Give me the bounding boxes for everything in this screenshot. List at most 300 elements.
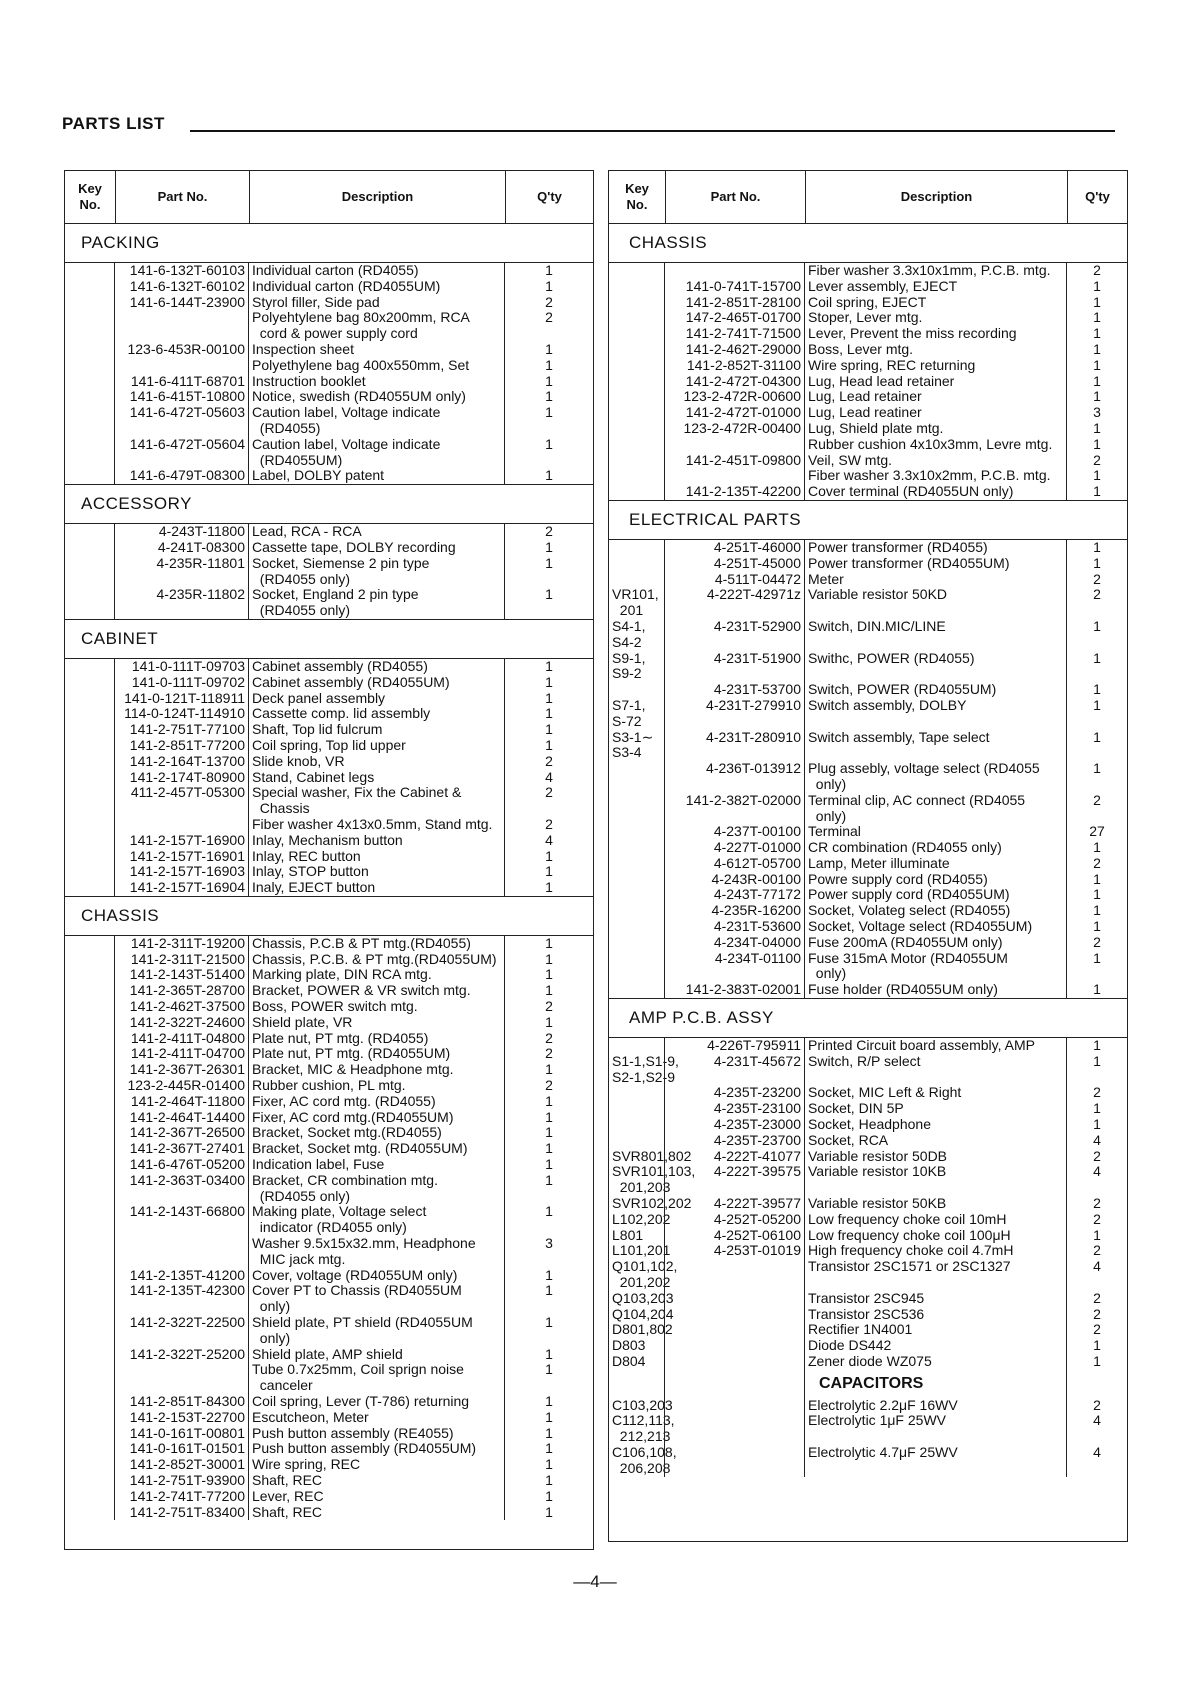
part-no-cell: 141-6-144T-23900 (129, 293, 245, 310)
section-heading: ACCESSORY (65, 484, 593, 524)
table-row (609, 730, 1127, 746)
description-cell: Shield plate, AMP shield (252, 1345, 403, 1362)
part-no-cell: 141-2-472T-04300 (685, 372, 801, 389)
column-divider (114, 659, 115, 896)
table-row (609, 453, 1127, 469)
table-row (65, 1252, 593, 1268)
qty-cell: 1 (1093, 372, 1101, 389)
table-row (609, 1228, 1127, 1244)
column-divider (504, 659, 505, 896)
qty-cell: 2 (1093, 586, 1101, 603)
key-no-cell: Q101,102, (612, 1258, 678, 1275)
table-row (609, 310, 1127, 326)
description-cell: Printed Circuit board assembly, AMP (808, 1037, 1035, 1054)
table-row (65, 603, 593, 619)
description-cell: cord & power supply cord (252, 325, 418, 342)
qty-cell: 2 (545, 1045, 553, 1062)
part-no-header: Part No. (665, 171, 805, 223)
description-cell: Electrolytic 4.7μF 25WV (808, 1443, 958, 1460)
table-row (609, 295, 1127, 311)
description-cell: Stoper, Lever mtg. (808, 309, 923, 326)
description-cell: Inaly, EJECT button (252, 879, 376, 896)
description-cell: Diode DS442 (808, 1337, 892, 1354)
part-no-cell: 4-231T-53600 (713, 918, 801, 935)
description-cell: Caution label, Voltage indicate (252, 404, 441, 421)
description-cell: Lamp, Meter illuminate (808, 854, 950, 871)
table-row (609, 1149, 1127, 1165)
table-row (65, 540, 593, 556)
part-no-cell: 141-2-157T-16904 (129, 879, 245, 896)
qty-cell: 1 (545, 372, 553, 389)
key-no-cell: SVR102,202 (612, 1195, 692, 1212)
qty-cell: 2 (545, 1077, 553, 1094)
table-row (65, 952, 593, 968)
description-cell: Making plate, Voltage select (252, 1203, 427, 1220)
qty-cell: 4 (1093, 1131, 1101, 1148)
table-row (609, 951, 1127, 967)
table-row (65, 1299, 593, 1315)
table-row (65, 524, 593, 540)
qty-cell: 2 (1093, 1195, 1101, 1212)
table-row (65, 849, 593, 865)
qty-cell: 1 (545, 1124, 553, 1141)
qty-cell: 1 (1093, 538, 1101, 555)
description-cell: (RD4055 only) (252, 1187, 351, 1204)
qty-cell: 2 (1093, 854, 1101, 871)
part-no-cell: 141-2-311T-21500 (130, 950, 245, 967)
part-no-cell: 123-6-453R-00100 (127, 340, 245, 357)
description-cell: Switch, R/P select (808, 1052, 921, 1069)
description-cell: Label, DOLBY patent (252, 467, 385, 484)
description-cell: only) (252, 1298, 291, 1315)
description-cell: Indication label, Fuse (252, 1156, 385, 1173)
qty-cell: 1 (545, 1061, 553, 1078)
description-cell: Tube 0.7x25mm, Coil sprign noise (252, 1361, 464, 1378)
description-cell: Bracket, Socket mtg.(RD4055) (252, 1124, 442, 1141)
table-row (609, 682, 1127, 698)
description-cell: Lug, Head lead retainer (808, 372, 955, 389)
description-cell: Boss, Lever mtg. (808, 340, 914, 357)
key-no-cell: SVR101,103, (612, 1163, 696, 1180)
qty-cell: 1 (545, 863, 553, 880)
part-no-cell: 141-2-135T-42200 (685, 483, 801, 500)
description-cell: Terminal clip, AC connect (RD4055 (808, 791, 1026, 808)
qty-cell: 2 (1093, 1305, 1101, 1322)
part-no-cell: 141-6-415T-10800 (129, 388, 245, 405)
qty-cell: 1 (1093, 356, 1101, 373)
table-row (65, 326, 593, 342)
table-row (65, 1062, 593, 1078)
key-no-cell: S2-1,S2-9 (612, 1068, 676, 1085)
part-no-cell: 141-2-462T-29000 (685, 340, 801, 357)
table-row (609, 1038, 1127, 1054)
qty-cell: 1 (1093, 949, 1101, 966)
qty-cell: 1 (1093, 870, 1101, 887)
part-no-cell: 141-2-363T-03400 (129, 1171, 245, 1188)
parts-table-right (608, 170, 1128, 1542)
description-cell: Bracket, POWER & VR switch mtg. (252, 982, 471, 999)
qty-cell: 1 (545, 1171, 553, 1188)
qty-cell: 1 (1093, 617, 1101, 634)
part-no-cell: 4-243T-77172 (713, 886, 801, 903)
table-row (65, 279, 593, 295)
qty-cell: 1 (1093, 902, 1101, 919)
table-row (609, 587, 1127, 603)
qty-cell: 1 (545, 538, 553, 555)
description-cell: Shaft, REC (252, 1503, 323, 1520)
description-cell: Shield plate, VR (252, 1013, 353, 1030)
table-row (609, 935, 1127, 951)
description-cell: Shield plate, PT shield (RD4055UM (252, 1314, 473, 1331)
description-cell: only) (252, 1329, 291, 1346)
table-row (65, 1362, 593, 1378)
table-row (609, 1101, 1127, 1117)
qty-cell: 1 (1093, 696, 1101, 713)
table-row (65, 572, 593, 588)
qty-cell: 1 (1093, 419, 1101, 436)
part-no-cell: 141-6-476T-05200 (129, 1156, 245, 1173)
key-no-cell: S7-1, (612, 696, 646, 713)
description-cell: Stand, Cabinet legs (252, 768, 375, 785)
table-row (65, 1157, 593, 1173)
description-cell: Power supply cord (RD4055UM) (808, 886, 1010, 903)
description-cell: Switch, DIN.MIC/LINE (808, 617, 946, 634)
description-cell: Switch, POWER (RD4055UM) (808, 681, 997, 698)
qty-cell: 2 (1093, 1396, 1101, 1413)
table-row (609, 1180, 1127, 1196)
part-no-cell: 4-231T-53700 (713, 681, 801, 698)
description-cell: Fiber washer 3.3x10x2mm, P.C.B. mtg. (808, 467, 1051, 484)
part-no-cell: 141-2-852T-30001 (129, 1456, 245, 1473)
description-cell: Fixer, AC cord mtg.(RD4055UM) (252, 1108, 454, 1125)
qty-cell: 1 (1093, 1037, 1101, 1054)
qty-cell: 1 (545, 1424, 553, 1441)
table-row (65, 817, 593, 833)
qty-cell: 1 (1093, 981, 1101, 998)
table-row (609, 840, 1127, 856)
table-row (65, 1015, 593, 1031)
table-row (609, 1338, 1127, 1354)
description-cell: Low frequency choke coil 100μH (808, 1226, 1011, 1243)
table-row (65, 983, 593, 999)
table-row (609, 572, 1127, 588)
section-rows (65, 263, 593, 484)
description-cell: Coil spring, Top lid upper (252, 736, 406, 753)
qty-cell: 2 (1093, 262, 1101, 278)
column-divider (664, 1370, 665, 1477)
description-cell: Switch assembly, DOLBY (808, 696, 967, 713)
column-divider (804, 263, 805, 500)
section-rows (609, 540, 1127, 998)
description-cell: Shaft, Top lid fulcrum (252, 721, 383, 738)
table-row (65, 1268, 593, 1284)
part-no-cell: 4-231T-45672 (713, 1052, 801, 1069)
description-cell: Plug assebly, voltage select (RD4055 (808, 760, 1040, 777)
description-cell: Variable resistor 50KB (808, 1195, 947, 1212)
description-cell: Push button assembly (RE4055) (252, 1424, 454, 1441)
qty-cell: 1 (1093, 1100, 1101, 1117)
table-row (65, 1441, 593, 1457)
table-row (609, 887, 1127, 903)
part-no-cell: 4-231T-280910 (706, 728, 801, 745)
table-row (65, 936, 593, 952)
key-no-cell: S9-2 (612, 665, 642, 682)
qty-cell: 2 (1093, 933, 1101, 950)
qty-cell: 1 (545, 950, 553, 967)
qty-cell: 1 (1093, 309, 1101, 326)
table-row (609, 389, 1127, 405)
part-no-cell: 4-234T-04000 (713, 933, 801, 950)
qty-cell: 1 (545, 1140, 553, 1157)
table-row (65, 967, 593, 983)
part-no-header: Part No. (115, 171, 249, 223)
description-cell: Bracket, Socket mtg. (RD4055UM) (252, 1140, 468, 1157)
table-row (65, 1473, 593, 1489)
table-row (65, 1031, 593, 1047)
description-cell: Socket, RCA (808, 1131, 889, 1148)
qty-cell: 4 (545, 831, 553, 848)
qty-cell: 1 (1093, 483, 1101, 500)
table-row (609, 374, 1127, 390)
description-cell: Electrolytic 1μF 25WV (808, 1412, 946, 1429)
column-divider (114, 524, 115, 619)
table-row (609, 556, 1127, 572)
part-no-cell: 4-253T-01019 (713, 1242, 801, 1259)
qty-cell: 1 (1093, 1353, 1101, 1369)
qty-cell: 1 (545, 736, 553, 753)
table-row (609, 1445, 1127, 1461)
qty-cell: 1 (1093, 1226, 1101, 1243)
key-no-cell: S9-1, (612, 649, 646, 666)
column-divider (114, 263, 115, 484)
description-cell: Marking plate, DIN RCA mtg. (252, 966, 432, 983)
qty-cell: 1 (545, 467, 553, 484)
table-row (609, 1133, 1127, 1149)
table-row (65, 1204, 593, 1220)
table-row (65, 880, 593, 896)
description-cell: Lead, RCA - RCA (252, 523, 362, 540)
description-cell: Transistor 2SC536 (808, 1305, 925, 1322)
qty-cell: 4 (1093, 1258, 1101, 1275)
section-heading: AMP P.C.B. ASSY (609, 998, 1127, 1038)
qty-cell: 1 (545, 847, 553, 864)
qty-cell: 1 (545, 1108, 553, 1125)
table-row (65, 1378, 593, 1394)
description-cell: only) (808, 807, 847, 824)
table-row (65, 342, 593, 358)
part-no-cell: 141-6-132T-60103 (129, 262, 245, 278)
qty-cell: 1 (545, 435, 553, 452)
qty-cell: 1 (545, 1393, 553, 1409)
part-no-cell: 141-2-135T-42300 (129, 1282, 245, 1299)
part-no-cell: 141-2-464T-14400 (129, 1108, 245, 1125)
key-no-cell: S-72 (612, 712, 642, 729)
description-cell: MIC jack mtg. (252, 1250, 346, 1267)
qty-cell: 4 (545, 768, 553, 785)
part-no-cell: 4-237T-00100 (713, 823, 801, 840)
description-cell: Inspection sheet (252, 340, 354, 357)
part-no-cell: 123-2-445R-01400 (127, 1077, 245, 1094)
description-cell: Individual carton (RD4055UM) (252, 277, 441, 294)
table-row (609, 793, 1127, 809)
key-no-cell: L102,202 (612, 1210, 671, 1227)
description-cell: Special washer, Fix the Cabinet & (252, 784, 462, 801)
description-cell: Meter (808, 570, 844, 587)
description-cell: Fuse 315mA Motor (RD4055UM (808, 949, 1008, 966)
qty-cell: 2 (545, 523, 553, 540)
part-no-cell: 4-235R-16200 (711, 902, 801, 919)
part-no-cell: 141-2-451T-09800 (685, 451, 801, 468)
section-rows (65, 659, 593, 896)
description-cell: Zener diode WZ075 (808, 1353, 932, 1369)
qty-cell: 2 (545, 752, 553, 769)
part-no-cell: 4-235R-11802 (156, 586, 245, 603)
key-no-cell: 212,213 (612, 1428, 671, 1445)
part-no-cell: 4-252T-06100 (713, 1226, 801, 1243)
key-no-cell: 206,208 (612, 1459, 671, 1476)
column-divider (664, 263, 665, 500)
table-row (65, 1410, 593, 1426)
description-cell: Bracket, MIC & Headphone mtg. (252, 1061, 454, 1078)
description-cell: Socket, DIN 5P (808, 1100, 904, 1117)
description-cell: Coil spring, Lever (T-786) returning (252, 1393, 470, 1409)
qty-cell: 1 (1093, 340, 1101, 357)
table-row (65, 587, 593, 603)
section-rows (609, 263, 1127, 500)
table-row (609, 1322, 1127, 1338)
qty-cell: 1 (1093, 554, 1101, 571)
table-row (65, 999, 593, 1015)
part-no-cell: 4-235R-11801 (156, 554, 245, 571)
table-row (65, 1173, 593, 1189)
table-row (609, 1354, 1127, 1370)
column-divider (664, 1038, 665, 1370)
description-cell: Plate nut, PT mtg. (RD4055) (252, 1029, 429, 1046)
part-no-cell: 141-2-153T-22700 (129, 1408, 245, 1425)
qty-cell: 1 (1093, 277, 1101, 294)
qty-cell: 1 (1093, 728, 1101, 745)
part-no-cell: 141-6-472T-05603 (129, 404, 245, 421)
table-row (65, 785, 593, 801)
description-cell: Terminal (808, 823, 861, 840)
part-no-cell: 141-2-311T-19200 (130, 934, 245, 951)
description-cell: Inlay, REC button (252, 847, 361, 864)
table-row (609, 603, 1127, 619)
part-no-cell: 4-236T-013912 (706, 760, 801, 777)
description-cell: Slide knob, VR (252, 752, 345, 769)
part-no-cell: 4-231T-51900 (713, 649, 801, 666)
description-cell: Socket, Volateg select (RD4055) (808, 902, 1011, 919)
part-no-cell: 4-235T-23000 (713, 1116, 801, 1133)
part-no-cell: 141-6-411T-68701 (130, 372, 245, 389)
qty-cell: 1 (1093, 1116, 1101, 1133)
qty-cell: 1 (545, 388, 553, 405)
description-cell: Notice, swedish (RD4055UM only) (252, 388, 466, 405)
key-no-cell: S3-4 (612, 744, 642, 761)
qty-cell: 1 (545, 1456, 553, 1473)
table-row (609, 824, 1127, 840)
description-cell: Rectifier 1N4001 (808, 1321, 913, 1338)
qty-cell: 27 (1089, 823, 1105, 840)
qty-cell: 1 (545, 934, 553, 951)
part-no-cell: 141-2-143T-51400 (129, 966, 245, 983)
table-row (609, 1429, 1127, 1445)
table-row (65, 1489, 593, 1505)
description-cell: Styrol filler, Side pad (252, 293, 380, 310)
qty-cell: 1 (545, 1345, 553, 1362)
description-cell: Instruction booklet (252, 372, 366, 389)
table-row (65, 801, 593, 817)
part-no-cell: 141-2-751T-83400 (129, 1503, 245, 1520)
table-row (65, 1347, 593, 1363)
description-cell: Inlay, STOP button (252, 863, 369, 880)
qty-cell: 4 (1093, 1163, 1101, 1180)
table-row (609, 809, 1127, 825)
qty-cell: 1 (1093, 467, 1101, 484)
page-title: PARTS LIST (62, 114, 165, 133)
table-row (609, 745, 1127, 761)
column-divider (664, 540, 665, 998)
description-cell: Switch assembly, Tape select (808, 728, 990, 745)
description-cell: Deck panel assembly (252, 689, 386, 706)
qty-cell: 2 (545, 293, 553, 310)
part-no-cell: 141-2-741T-71500 (685, 325, 801, 342)
table-row (609, 903, 1127, 919)
description-cell: Veil, SW mtg. (808, 451, 893, 468)
column-divider (804, 1038, 805, 1370)
qty-cell: 2 (545, 815, 553, 832)
table-row (609, 421, 1127, 437)
table-header (65, 171, 593, 224)
part-no-cell: 4-612T-05700 (713, 854, 801, 871)
part-no-cell: 141-2-365T-28700 (129, 982, 245, 999)
part-no-cell: 123-2-472R-00600 (683, 388, 801, 405)
part-no-cell: 147-2-465T-01700 (685, 309, 801, 326)
description-cell: Transistor 2SC945 (808, 1289, 925, 1306)
table-row (609, 1461, 1127, 1477)
description-cell: Polyehtylene bag 80x200mm, RCA (252, 309, 470, 326)
table-row (65, 1236, 593, 1252)
table-row (609, 777, 1127, 793)
table-row (65, 1125, 593, 1141)
part-no-cell: 141-2-383T-02001 (685, 981, 801, 998)
qty-cell: 1 (1093, 649, 1101, 666)
description-cell: (RD4055) (252, 419, 321, 436)
table-row (65, 295, 593, 311)
part-no-cell: 4-227T-01000 (713, 839, 801, 856)
description-cell: Cabinet assembly (RD4055UM) (252, 673, 450, 690)
page-number: —4— (573, 1572, 617, 1591)
key-no-cell: C103,203 (612, 1396, 673, 1413)
table-row (65, 468, 593, 484)
qty-cell: 2 (1093, 1210, 1101, 1227)
table-row (609, 279, 1127, 295)
table-row (65, 421, 593, 437)
qty-cell: 2 (1093, 570, 1101, 587)
description-cell: Transistor 2SC1571 or 2SC1327 (808, 1258, 1011, 1275)
description-cell: Variable resistor 50DB (808, 1147, 948, 1164)
qty-cell: 1 (1093, 325, 1101, 342)
qty-cell: 1 (545, 1092, 553, 1109)
description-cell: only) (808, 775, 847, 792)
table-row (65, 374, 593, 390)
key-no-cell: 201,202 (612, 1274, 671, 1291)
part-no-cell: 4-243T-11800 (158, 523, 245, 540)
description-cell: Variable resistor 10KB (808, 1163, 947, 1180)
table-row (609, 666, 1127, 682)
part-no-cell: 4-222T-41077 (713, 1147, 801, 1164)
qty-cell: 2 (1093, 451, 1101, 468)
